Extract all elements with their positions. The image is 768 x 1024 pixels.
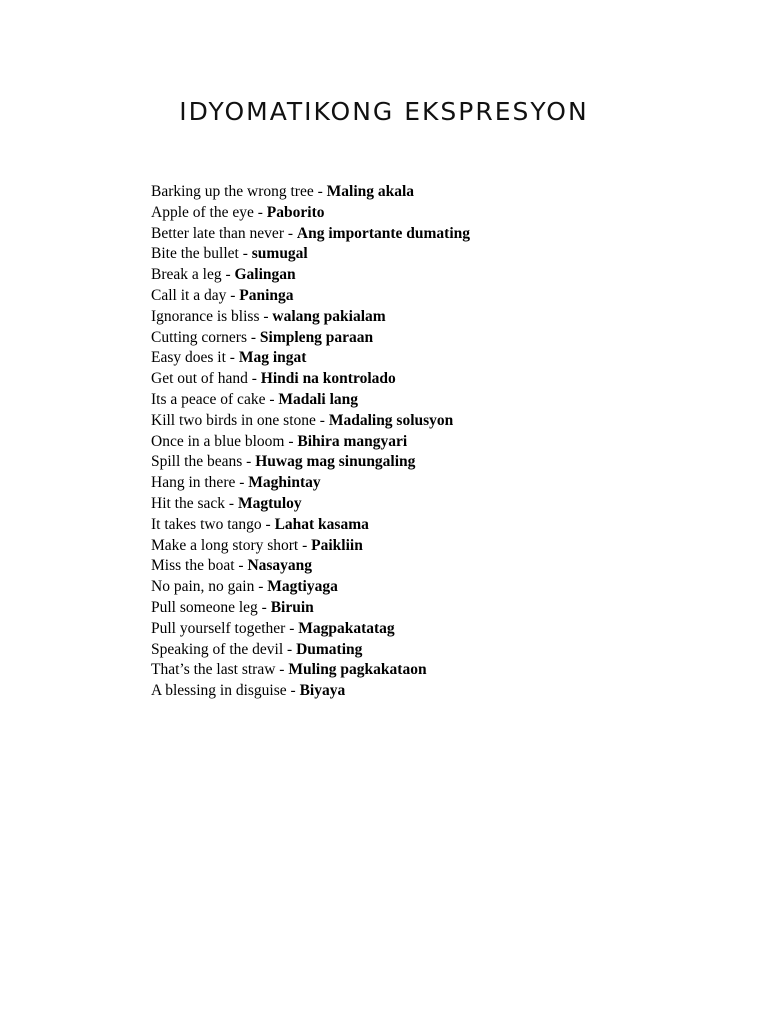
meaning-text: Magpakatatag xyxy=(298,619,395,637)
idiom-text: Barking up the wrong tree xyxy=(151,183,314,200)
list-item xyxy=(151,265,470,286)
meaning-text: Muling pagkakataon xyxy=(288,661,427,679)
idiom-text: Hang in there xyxy=(151,474,236,492)
list-item xyxy=(151,432,470,453)
separator: - xyxy=(247,328,260,346)
meaning-text: Madaling solusyon xyxy=(328,411,454,429)
idiom-text: Its a peace of cake xyxy=(151,390,266,408)
idiom-text: A blessing in disguise xyxy=(151,682,287,700)
list-item xyxy=(151,640,470,661)
separator: - xyxy=(247,370,261,388)
meaning-text: Paninga xyxy=(239,286,294,304)
meaning-text: Huwag mag sinungaling xyxy=(255,453,416,471)
separator: - xyxy=(225,494,238,512)
list-item xyxy=(151,473,470,494)
separator: - xyxy=(225,349,239,367)
page-title: IDYOMATIKONG EKSPRESYON xyxy=(179,97,589,126)
list-item xyxy=(151,577,470,598)
idiom-text: Bite the bullet xyxy=(151,245,239,263)
list-item xyxy=(151,224,470,245)
list-item xyxy=(151,681,470,702)
idiom-text: Make a long story short xyxy=(151,536,299,554)
separator: - xyxy=(283,640,297,658)
list-item xyxy=(151,286,470,307)
meaning-text: Madali lang xyxy=(278,390,359,408)
separator: - xyxy=(254,578,268,596)
separator: - xyxy=(234,557,248,575)
meaning-text: Hindi na kontrolado xyxy=(260,370,396,388)
list-item xyxy=(151,536,470,557)
separator: - xyxy=(261,515,275,533)
list-item xyxy=(151,348,470,369)
list-item xyxy=(151,182,470,203)
meaning-text: Paikliin xyxy=(311,536,363,554)
meaning-text: Galingan xyxy=(234,266,296,284)
idiom-text: Speaking of the devil xyxy=(151,640,284,658)
idiom-text: It takes two tango xyxy=(151,515,262,533)
idiom-text: Pull someone leg xyxy=(151,598,258,616)
idiom-text: Get out of hand xyxy=(151,370,248,388)
idiom-text: Better late than never xyxy=(151,224,284,242)
list-item xyxy=(151,203,470,224)
separator: - xyxy=(313,183,327,200)
idiom-text: That’s the last straw xyxy=(151,661,276,679)
meaning-text: Dumating xyxy=(296,640,363,658)
list-item xyxy=(151,452,470,473)
idiom-text: Spill the beans xyxy=(151,453,243,471)
separator: - xyxy=(226,286,240,304)
list-item xyxy=(151,619,470,640)
separator: - xyxy=(221,266,235,284)
idiom-text: Once in a blue bloom xyxy=(151,432,285,450)
separator: - xyxy=(257,598,271,616)
meaning-text: Magtuloy xyxy=(237,494,302,512)
separator: - xyxy=(286,682,300,700)
list-item xyxy=(151,307,470,328)
idiom-list xyxy=(151,182,470,702)
list-item xyxy=(151,244,470,265)
list-item xyxy=(151,515,470,536)
idiom-text: No pain, no gain xyxy=(151,578,255,596)
meaning-text: Maghintay xyxy=(248,474,321,492)
separator: - xyxy=(259,307,273,325)
meaning-text: Simpleng paraan xyxy=(259,328,374,346)
separator: - xyxy=(283,224,297,242)
list-item xyxy=(151,390,470,411)
idiom-text: Cutting corners xyxy=(151,328,247,346)
meaning-text: Lahat kasama xyxy=(274,515,369,533)
separator: - xyxy=(315,411,329,429)
meaning-text: Biyaya xyxy=(299,682,346,700)
list-item xyxy=(151,598,470,619)
separator: - xyxy=(285,619,299,637)
separator: - xyxy=(275,661,289,679)
meaning-text: Magtiyaga xyxy=(267,578,338,596)
list-item xyxy=(151,328,470,349)
meaning-text: Ang importante dumating xyxy=(296,224,471,242)
meaning-text: Maling akala xyxy=(326,183,415,200)
list-item xyxy=(151,556,470,577)
meaning-text: Mag ingat xyxy=(238,349,307,367)
separator: - xyxy=(284,432,298,450)
separator: - xyxy=(253,203,267,221)
idiom-text: Easy does it xyxy=(151,349,226,367)
meaning-text: walang pakialam xyxy=(272,307,386,325)
idiom-text: Break a leg xyxy=(151,266,222,284)
meaning-text: Biruin xyxy=(270,598,314,616)
idiom-text: Hit the sack xyxy=(151,494,226,512)
idiom-text: Call it a day xyxy=(151,286,227,304)
meaning-text: Paborito xyxy=(266,203,325,221)
separator: - xyxy=(242,453,256,471)
idiom-text: Kill two birds in one stone xyxy=(151,411,316,429)
list-item xyxy=(151,494,470,515)
list-item xyxy=(151,660,470,681)
meaning-text: sumugal xyxy=(251,245,308,263)
separator: - xyxy=(298,536,312,554)
list-item xyxy=(151,411,470,432)
idiom-text: Ignorance is bliss xyxy=(151,307,260,325)
idiom-text: Pull yourself together xyxy=(151,619,286,637)
separator: - xyxy=(235,474,249,492)
separator: - xyxy=(238,245,252,263)
meaning-text: Bihira mangyari xyxy=(297,432,408,450)
list-item xyxy=(151,369,470,390)
idiom-text: Apple of the eye xyxy=(151,203,254,221)
separator: - xyxy=(265,390,279,408)
idiom-text: Miss the boat xyxy=(151,557,235,575)
meaning-text: Nasayang xyxy=(247,557,313,575)
